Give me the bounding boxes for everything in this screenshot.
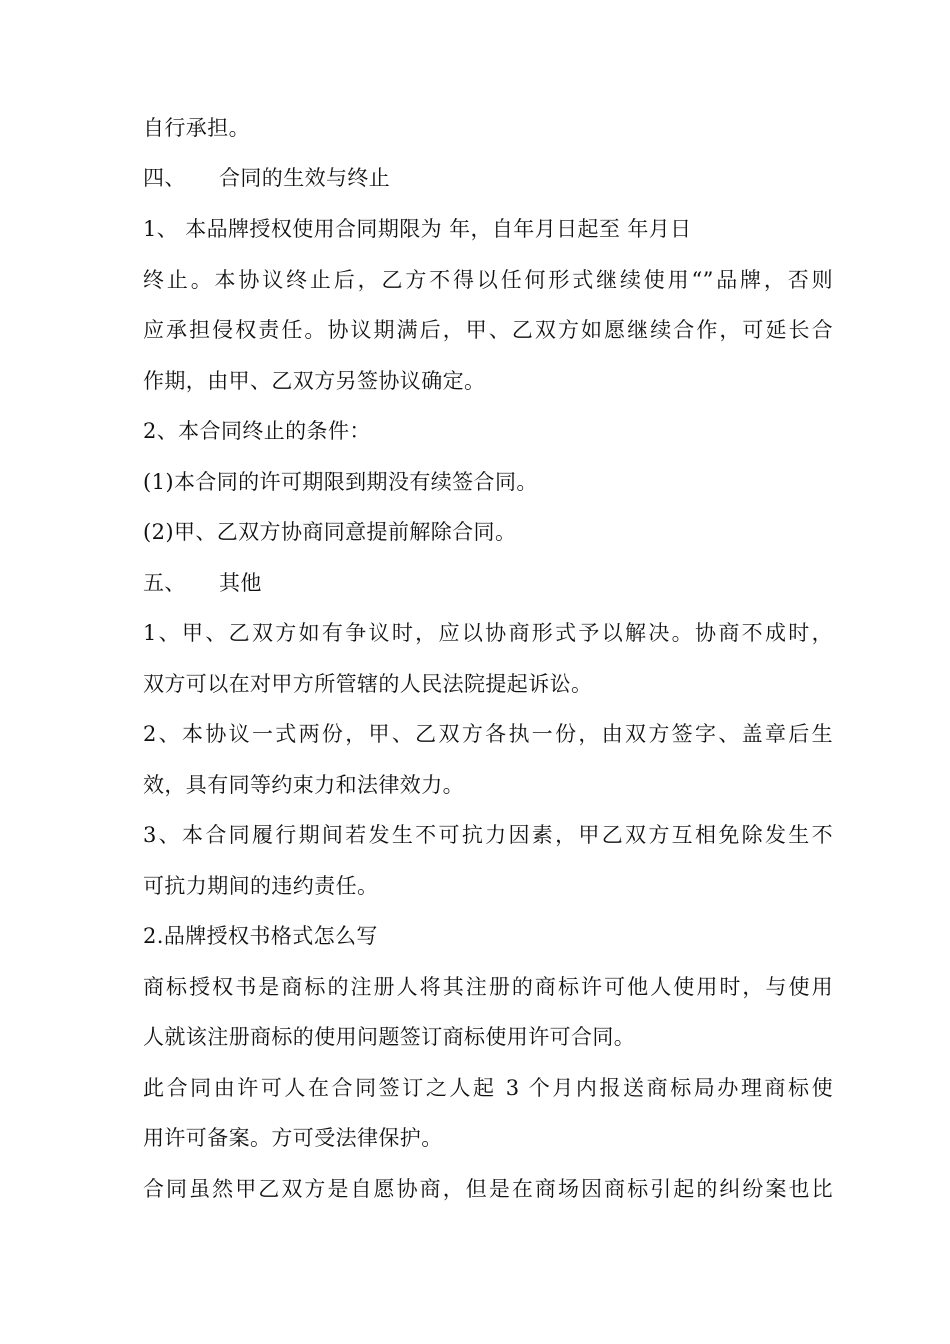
text-line: 应承担侵权责任。协议期满后，甲、乙双方如愿继续合作，可延长合 [143,318,833,342]
text-line: 2、本合同终止的条件： [143,419,371,443]
text-line: 作期，由甲、乙双方另签协议确定。 [143,369,486,393]
text-line: 终止。本协议终止后，乙方不得以任何形式继续使用“”品牌，否则 [143,268,833,292]
text-line: 人就该注册商标的使用问题签订商标使用许可合同。 [143,1025,636,1049]
text-line: 可抗力期间的违约责任。 [143,874,379,898]
section-title: 合同的生效与终止 [219,166,391,190]
subheading: 2.品牌授权书格式怎么写 [143,924,378,948]
text-line: 用许可备案。方可受法律保护。 [143,1126,443,1150]
text-line: 此合同由许可人在合同签订之人起 3 个月内报送商标局办理商标使 [143,1076,833,1100]
text-line: (2)甲、乙双方协商同意提前解除合同。 [143,520,517,544]
text-line: 2、本协议一式两份，甲、乙双方各执一份，由双方签字、盖章后生 [143,722,833,746]
section-title: 其他 [219,571,262,595]
text-line: 1、甲、乙双方如有争议时，应以协商形式予以解决。协商不成时， [143,621,833,645]
text-line: (1)本合同的许可期限到期没有续签合同。 [143,470,538,494]
section-number: 五、 [143,571,186,595]
text-line: 双方可以在对甲方所管辖的人民法院提起诉讼。 [143,672,593,696]
section-number: 四、 [143,166,186,190]
text-line: 3、本合同履行期间若发生不可抗力因素，甲乙双方互相免除发生不 [143,823,833,847]
section-heading-5 [143,569,833,597]
text-line: 效，具有同等约束力和法律效力。 [143,773,464,797]
text-line: 自行承担。 [143,116,250,140]
text-line: 商标授权书是商标的注册人将其注册的商标许可他人使用时，与使用 [143,975,833,999]
text-line: 合同虽然甲乙双方是自愿协商，但是在商场因商标引起的纠纷案也比 [143,1177,833,1201]
section-heading-4 [143,164,833,192]
text-line: 1、 本品牌授权使用合同期限为 年，自年月日起至 年月日 [143,217,692,241]
